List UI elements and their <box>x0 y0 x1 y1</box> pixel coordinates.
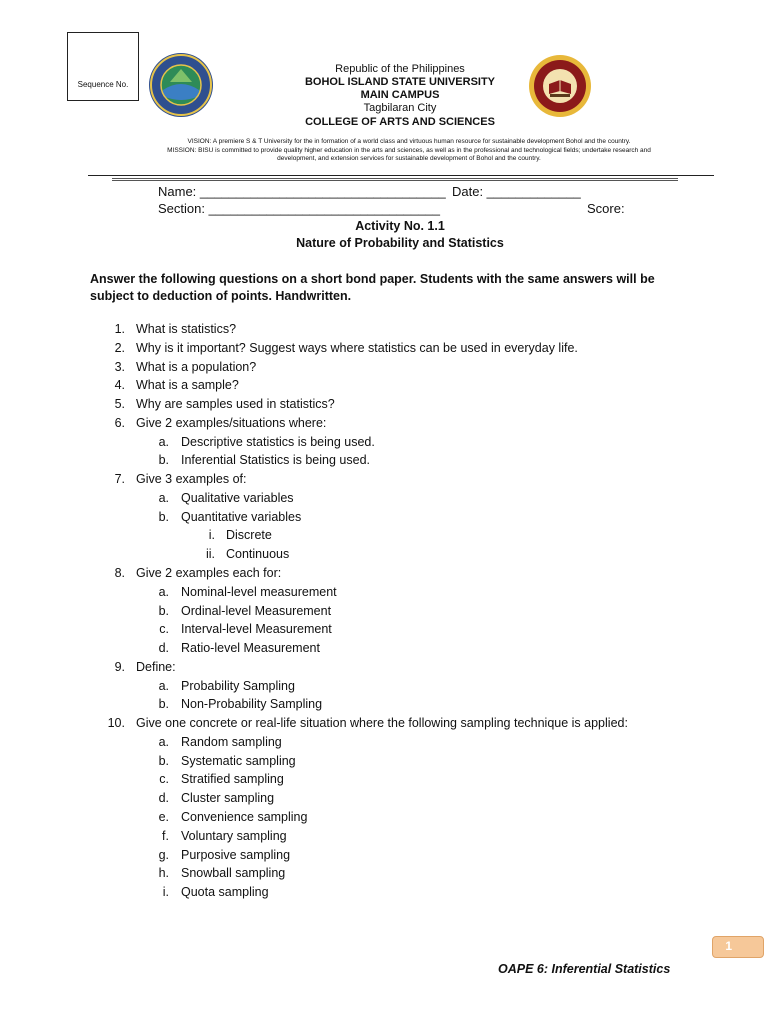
header-double-divider <box>112 178 678 181</box>
vision-statement: VISION: A premiere S & T University for the in formation of a world class and virtuous human resource for sustainable development Bohol and the country. <box>187 138 631 145</box>
item-text: Qualitative variables <box>181 490 294 505</box>
mission-statement-line2: development, and extension services for sustainable development of Bohol and the country. <box>277 155 541 162</box>
item-text: Non-Probability Sampling <box>181 697 323 712</box>
item-text: Give one concrete or real-life situation where the following sampling technique is applied: <box>136 716 628 731</box>
header-divider <box>88 175 714 176</box>
item-number: b. <box>158 697 169 712</box>
item-text: Ratio-level Measurement <box>181 641 320 656</box>
item-number: f. <box>162 828 169 843</box>
item-text: Ordinal-level Measurement <box>181 603 332 618</box>
item-number: 4. <box>114 378 125 393</box>
item-number: b. <box>158 453 169 468</box>
campus-name: MAIN CAMPUS <box>360 89 440 101</box>
item-number: 2. <box>114 340 125 355</box>
item-text: Convenience sampling <box>181 810 308 825</box>
item-number: a. <box>158 434 169 449</box>
item-text: Quota sampling <box>181 885 269 900</box>
item-number: 7. <box>114 472 125 487</box>
item-text: Quantitative variables <box>181 509 302 524</box>
university-seal-logo <box>148 52 214 118</box>
item-text: Why are samples used in statistics? <box>136 397 335 412</box>
item-number: b. <box>158 753 169 768</box>
item-text: Snowball sampling <box>181 866 286 881</box>
item-text: Random sampling <box>181 734 282 749</box>
activity-title: Nature of Probability and Statistics <box>296 236 504 250</box>
item-text: Define: <box>136 659 176 674</box>
instructions-line1: Answer the following questions on a short bond paper. Students with the same answers will be <box>90 272 655 286</box>
item-number: 5. <box>114 397 125 412</box>
page-number: 1 <box>725 939 732 953</box>
activity-number: Activity No. 1.1 <box>355 219 445 233</box>
item-number: g. <box>158 847 169 862</box>
sequence-label: Sequence No. <box>77 80 129 89</box>
item-text: Interval-level Measurement <box>181 622 332 637</box>
item-number: 3. <box>114 359 125 374</box>
item-text: Discrete <box>226 528 272 543</box>
item-text: Descriptive statistics is being used. <box>181 434 375 449</box>
item-text: What is statistics? <box>136 322 237 336</box>
college-name: COLLEGE OF ARTS AND SCIENCES <box>305 116 495 128</box>
item-number: a. <box>158 678 169 693</box>
item-number: d. <box>158 641 169 656</box>
item-text: Systematic sampling <box>181 753 296 768</box>
item-text: Nominal-level measurement <box>181 584 337 599</box>
item-number: i. <box>208 528 215 543</box>
section-field: Section: ________________________________ <box>158 201 440 216</box>
item-number: h. <box>158 866 169 881</box>
item-number: b. <box>158 603 169 618</box>
item-number: e. <box>158 810 169 825</box>
item-number: 9. <box>114 659 125 674</box>
mission-statement-line1: MISSION: BISU is committed to provide quality higher education in the arts and sciences, as well as in the professional and technological fields; undertake research and <box>167 147 651 154</box>
item-number: a. <box>158 584 169 599</box>
item-number: a. <box>158 490 169 505</box>
sequence-box <box>67 32 139 101</box>
item-text: Give 3 examples of: <box>136 472 247 487</box>
course-title: OAPE 6: Inferential Statistics <box>498 962 671 976</box>
item-number: c. <box>159 622 169 637</box>
city-line: Tagbilaran City <box>363 102 437 114</box>
item-text: Why is it important? Suggest ways where statistics can be used in everyday life. <box>136 340 578 355</box>
item-text: Stratified sampling <box>181 772 284 787</box>
item-number: 1. <box>114 322 125 336</box>
item-text: Give 2 examples each for: <box>136 566 282 580</box>
item-text: Voluntary sampling <box>181 828 287 843</box>
item-number: 10. <box>107 716 125 731</box>
item-text: Inferential Statistics is being used. <box>181 453 370 468</box>
item-number: a. <box>158 734 169 749</box>
item-number: i. <box>162 885 169 900</box>
item-text: What is a population? <box>136 359 257 374</box>
item-number: 6. <box>114 415 125 430</box>
item-text: Probability Sampling <box>181 678 295 693</box>
item-number: b. <box>158 509 169 524</box>
item-text: Cluster sampling <box>181 791 275 806</box>
republic-line: Republic of the Philippines <box>335 63 465 75</box>
university-name: BOHOL ISLAND STATE UNIVERSITY <box>304 76 496 88</box>
item-text: Give 2 examples/situations where: <box>136 415 327 430</box>
date-field: Date: _____________ <box>452 184 581 199</box>
item-number: ii. <box>205 547 215 562</box>
item-number: d. <box>158 791 169 806</box>
item-text: What is a sample? <box>136 378 239 393</box>
item-text: Purposive sampling <box>181 847 291 862</box>
score-field: Score: <box>587 201 625 216</box>
name-field: Name: __________________________________ <box>158 184 446 199</box>
item-number: c. <box>159 772 169 787</box>
instructions-line2: subject to deduction of points. Handwritten. <box>90 289 352 303</box>
item-number: 8. <box>114 566 125 580</box>
item-text: Continuous <box>226 547 290 562</box>
